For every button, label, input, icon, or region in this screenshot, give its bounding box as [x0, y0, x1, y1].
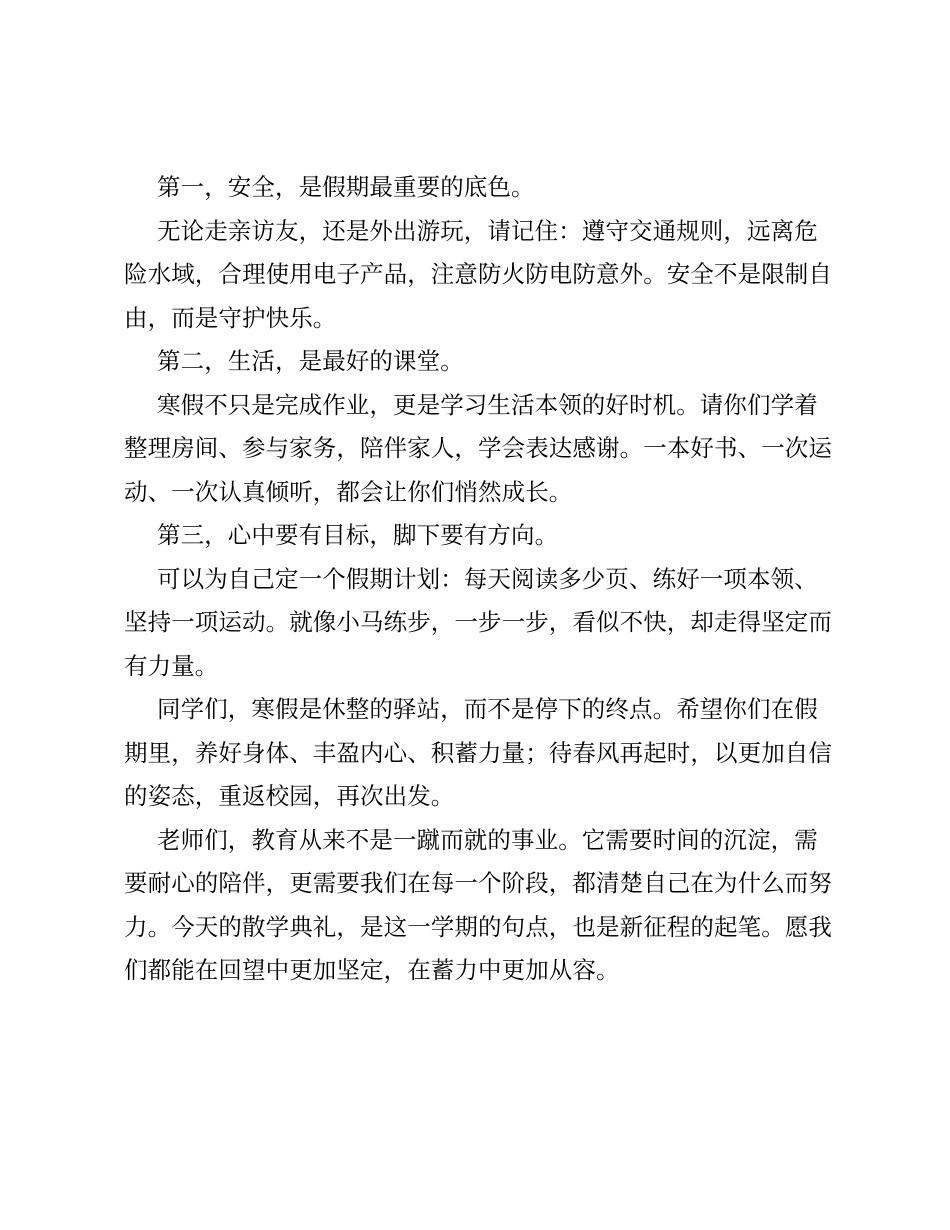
paragraph-life-body: 寒假不只是完成作业，更是学习生活本领的好时机。请你们学着整理房间、参与家务，陪伴家人，学会表达感谢。一本好书、一次运动、一次认真倾听，都会让你们悄然成长。 — [124, 390, 832, 506]
paragraph-teachers: 老师们，教育从来不是一蹴而就的事业。它需要时间的沉淀，需要耐心的陪伴，更需要我们在每一个阶段，都清楚自己在为什么而努力。今天的散学典礼，是这一学期的句点，也是新征程的起笔。愿我们都能在回望中更加坚定，在蓄力中更加从容。 — [124, 825, 832, 984]
paragraph-heading-goal: 第三，心中要有目标，脚下要有方向。 — [157, 521, 559, 549]
paragraph-heading-life: 第二，生活，是最好的课堂。 — [157, 347, 464, 375]
paragraph-heading-safety: 第一，安全，是假期最重要的底色。 — [157, 173, 535, 201]
paragraph-students: 同学们，寒假是休整的驿站，而不是停下的终点。希望你们在假期里，养好身体、丰盈内心、积蓄力量；待春风再起时，以更加自信的姿态，重返校园，再次出发。 — [124, 695, 832, 810]
document-body — [124, 166, 839, 993]
paragraph-goal-body: 可以为自己定一个假期计划：每天阅读多少页、练好一项本领、坚持一项运动。就像小马练步，一步一步，看似不快，却走得坚定而有力量。 — [124, 564, 832, 680]
paragraph-safety-body: 无论走亲访友，还是外出游玩，请记住：遵守交通规则，远离危险水域，合理使用电子产品，注意防火防电防意外。安全不是限制自由，而是守护快乐。 — [124, 216, 832, 332]
